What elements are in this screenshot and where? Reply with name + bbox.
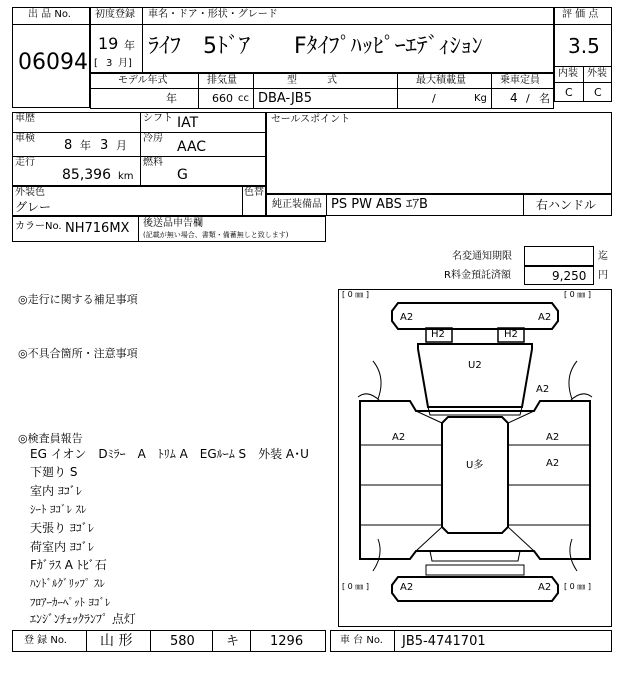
first-reg-month: 3 [106,58,113,69]
interior-grade: C [565,86,573,99]
aftermarket-label: 後送品申告欄 [143,218,203,229]
inspection-label: 車検 [15,133,35,144]
tire-depth-rear-right: [ 0 ㎜ ] [564,582,591,591]
ac-label: 冷房 [143,133,163,144]
damage-mark-right-rear-door: A2 [546,458,560,469]
report-line: 荷室内 ﾖｺﾞﾚ [30,540,94,554]
mileage-unit: km [118,171,134,182]
registration-number: 1296 [270,634,304,649]
displacement-value: 660 [212,92,233,105]
model-year-unit: 年 [166,92,177,105]
name-change-field [524,246,594,266]
max-load-label: 最大積載量 [416,75,466,86]
registration-class: 580 [170,634,195,649]
vehicle-name-label: 車名・ドア・形状・グレード [148,9,278,20]
aftermarket-note: (記載が無い場合、書類・備蓄無しと致します) [143,231,289,239]
inspection-month-unit: 月 [116,139,127,152]
inspection-year: 8 [64,138,73,153]
report-line: 天張り ﾖｺﾞﾚ [30,521,94,535]
first-reg-month-open: [ [94,58,98,69]
type-label: 型 式 [287,75,337,86]
chassis-label: 車 台 No. [340,635,383,646]
selling-points-label: セールスポイント [271,114,351,125]
damage-mark-rear-bumper-right: A2 [538,582,552,593]
registration-kana: キ [226,634,240,649]
history-label: 車歴 [15,113,35,124]
first-reg-month-unit: 月] [118,58,132,69]
damage-mark-front-fender-right: A2 [536,384,550,395]
mileage-value: 85,396 [62,167,111,183]
equipment-value: PS PW ABS ｴｱB [331,197,428,212]
recycle-unit: 円 [598,270,608,281]
ac-value: AAC [177,139,207,155]
shift-value: IAT [177,115,199,131]
steering-value: 右ハンドル [536,198,597,212]
report-line: Fｶﾞﾗｽ A ﾄﾋﾞ石 [30,558,107,572]
first-reg-label: 初度登録 [95,9,135,20]
report-line: ﾌﾛｱｰｶｰﾍﾟｯﾄ ﾖｺﾞﾚ [30,596,111,609]
fuel-label: 燃料 [143,157,163,168]
damage-mark-rear-bumper-left: A2 [400,582,414,593]
damage-mark-right-front-door: A2 [546,432,560,443]
shift-label: シフト [143,113,173,124]
report-line: 下廻り S [30,465,78,479]
registration-region: 山 形 [100,633,133,649]
tire-depth-front-left: [ 0 ㎜ ] [342,290,369,299]
damage-mark-front-bumper-left: A2 [400,312,414,323]
damage-mark-headlight-left: H2 [431,329,445,340]
max-load-value: / [432,92,436,105]
damage-mark-roof: U多 [466,460,484,471]
report-line: ｼｰﾄ ﾖｺﾞﾚ ｽﾚ [30,503,87,516]
report-line: 室内 ﾖｺﾞﾚ [30,484,82,498]
model-type: DBA-JB5 [258,91,312,106]
tire-depth-front-right: [ 0 ㎜ ] [564,290,591,299]
color-no-label: カラーNo. [15,221,62,232]
capacity-value: 4 [510,91,518,105]
displacement-label: 排気量 [207,75,237,86]
damage-mark-headlight-right: H2 [504,329,518,340]
name-change-unit: 迄 [598,251,608,262]
registration-label: 登 録 No. [24,635,67,646]
fuel-value: G [177,167,188,183]
damage-mark-hood: U2 [468,360,482,371]
mileage-label: 走行 [15,157,35,168]
inspector-report-label: ◎検査員報告 [18,432,83,445]
exterior-label: 外装 [587,68,607,79]
lot-label: 出 品 No. [28,9,71,20]
first-reg-year: 19 [98,34,119,53]
inspection-month: 3 [100,138,109,153]
color-no-value: NH716MX [65,221,130,236]
rating-score: 3.5 [568,34,600,58]
recycle-label: R料金預託済額 [444,270,511,281]
capacity-unit: 名 [539,92,550,105]
damage-mark-left-door: A2 [392,432,406,443]
car-damage-diagram [338,289,612,627]
exterior-grade: C [594,86,602,99]
color-change-label: 色替 [244,187,264,198]
defects-label: ◎不具合箇所・注意事項 [18,347,138,360]
interior-label: 内装 [558,68,578,79]
capacity-sep: / [526,92,530,105]
lot-number: 06094 [18,50,88,75]
model-year-label: モデル年式 [118,75,168,86]
recycle-value: 9,250 [552,269,587,283]
capacity-label: 乗車定員 [500,75,540,86]
equipment-label: 純正装備品 [272,199,322,210]
tire-depth-rear-left: [ 0 ㎜ ] [342,582,369,591]
exterior-color: グレー [15,200,52,214]
exterior-color-label: 外装色 [15,187,45,198]
report-line: ｴﾝｼﾞﾝﾁｪｯｸﾗﾝﾌﾟ 点灯 [30,612,136,626]
chassis-number: JB5-4741701 [402,634,486,649]
name-change-label: 名変通知期限 [452,251,512,262]
car-name: ﾗｲﾌ 5ﾄﾞｱ Fﾀｲﾌﾟﾊｯﾋﾟｰｴﾃﾞｨｼｮﾝ [148,34,483,59]
max-load-unit: Kg [474,93,487,104]
rating-label: 評 価 点 [562,9,599,20]
damage-mark-front-bumper-right: A2 [538,312,552,323]
first-reg-year-unit: 年 [124,39,135,52]
report-line: ﾊﾝﾄﾞﾙｸﾞﾘｯﾌﾟ ｽﾚ [30,577,105,590]
inspection-year-unit: 年 [80,139,91,152]
report-line: EG イオン Dﾐﾗｰ A ﾄﾘﾑ A EGﾙｰﾑ S 外装 A･U [30,447,309,461]
driving-notes-label: ◎走行に関する補足事項 [18,293,138,306]
details-block [12,112,266,186]
displacement-unit: cc [238,93,249,104]
